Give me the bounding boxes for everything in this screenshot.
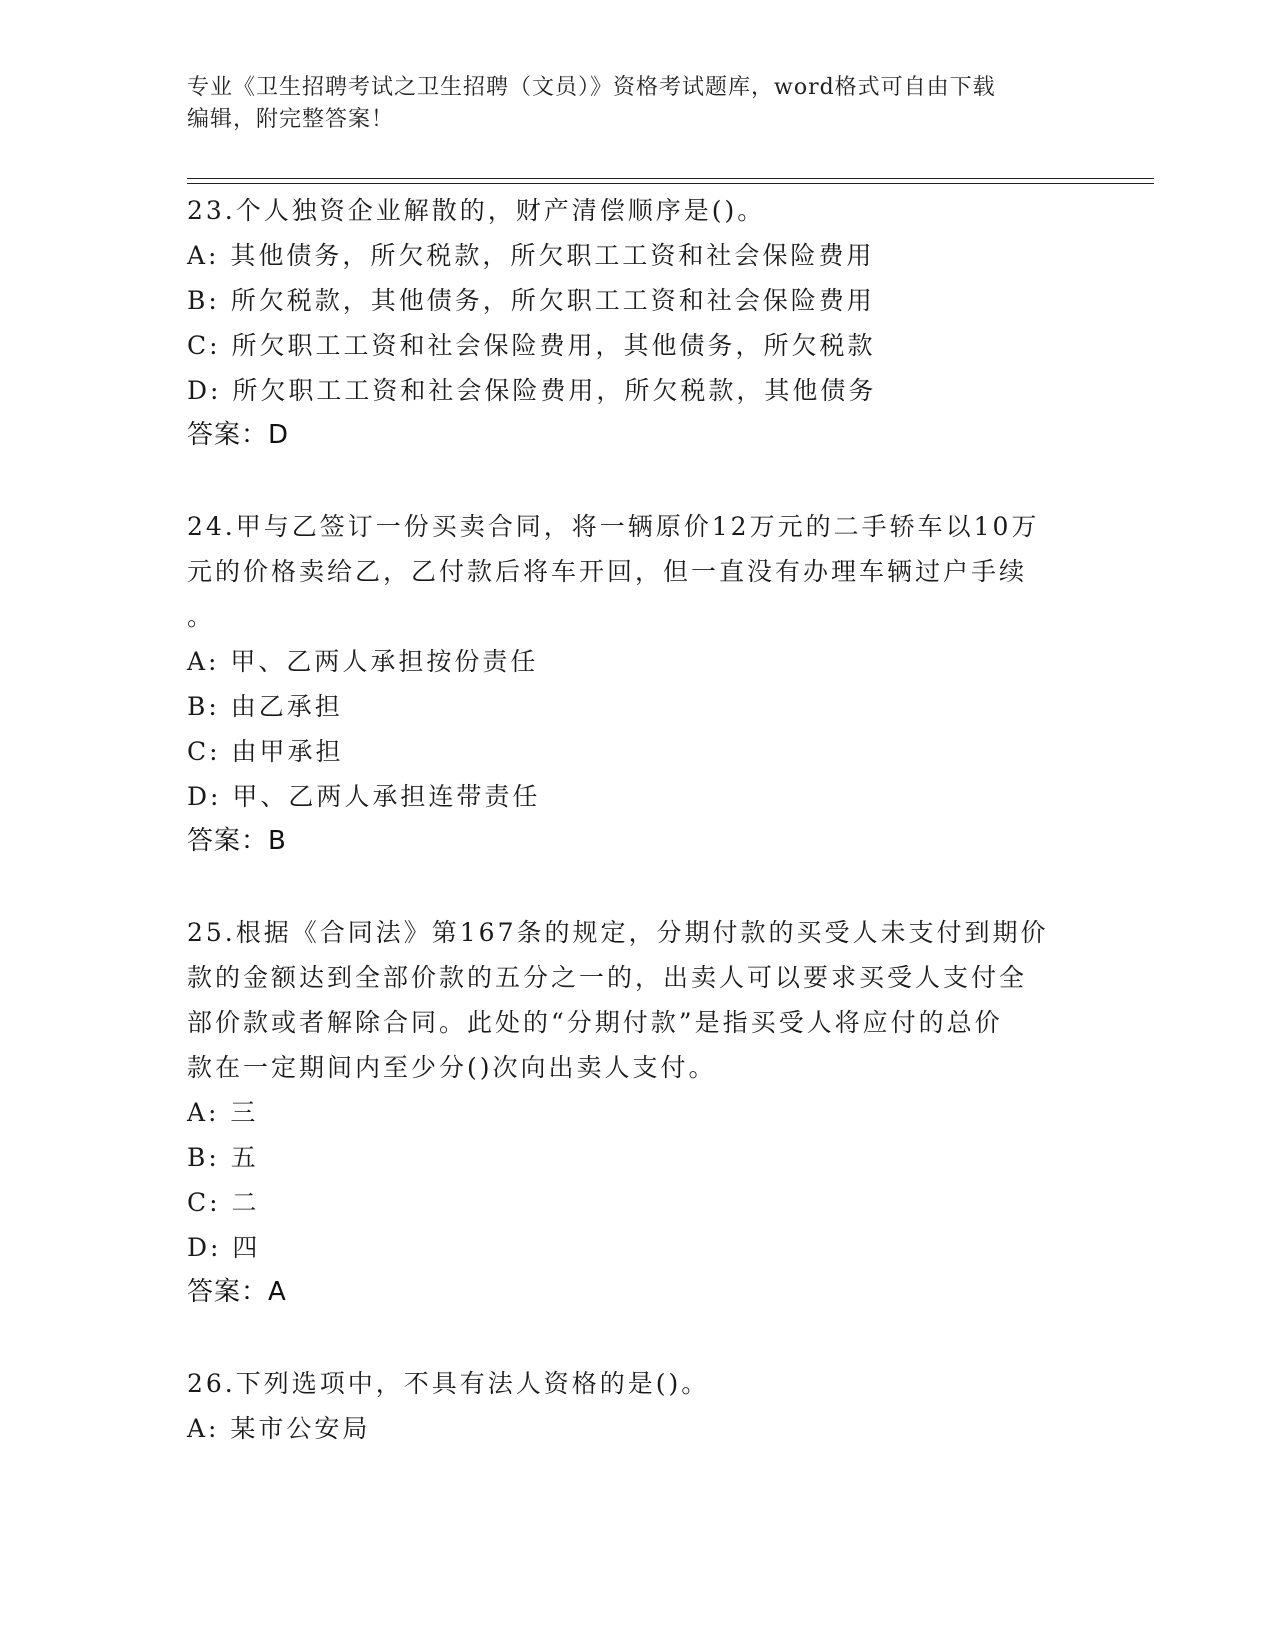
header-line-1: 专业《卫生招聘考试之卫生招聘（文员）》资格考试题库，word格式可自由下载 [187, 75, 996, 100]
question-spacer [187, 864, 1087, 910]
answer: 答案：A [187, 1277, 287, 1307]
question-stem: 26.下列选项中，不具有法人资格的是()。 [187, 1369, 710, 1398]
question-spacer [187, 458, 1087, 504]
question-list [187, 188, 1087, 1451]
question-spacer [187, 1315, 1087, 1361]
header-line-2: 编辑，附完整答案！ [187, 107, 395, 132]
option-b: B: 由乙承担 [187, 692, 343, 721]
question-26 [187, 1361, 1087, 1451]
question-stem-line-3: 部价款或者解除合同。此处的“分期付款”是指买受人将应付的总价 [187, 1008, 1003, 1037]
question-stem-line-2: 元的价格卖给乙，乙付款后将车开回，但一直没有办理车辆过户手续 [187, 557, 1028, 586]
question-23 [187, 188, 1087, 458]
option-c: C: 由甲承担 [187, 737, 344, 766]
option-b: B: 所欠税款，其他债务，所欠职工工资和社会保险费用 [187, 286, 875, 315]
question-stem-line-4: 款在一定期间内至少分()次向出卖人支付。 [187, 1053, 717, 1082]
page-header [187, 72, 1067, 136]
question-24 [187, 504, 1087, 864]
option-d: D: 四 [187, 1233, 261, 1262]
option-d: D: 甲、乙两人承担连带责任 [187, 782, 541, 811]
option-b: B: 五 [187, 1143, 259, 1172]
option-a: A: 某市公安局 [187, 1414, 371, 1443]
answer: 答案：B [187, 826, 287, 856]
question-25 [187, 910, 1087, 1315]
question-stem-line-2: 款的金额达到全部价款的五分之一的，出卖人可以要求买受人支付全 [187, 963, 1028, 992]
question-stem-line-1: 24.甲与乙签订一份买卖合同，将一辆原价12万元的二手轿车以10万 [187, 512, 1040, 541]
option-a: A: 其他债务，所欠税款，所欠职工工资和社会保险费用 [187, 241, 875, 270]
answer: 答案：D [187, 420, 290, 450]
question-stem-line-1: 25.根据《合同法》第167条的规定，分期付款的买受人未支付到期价 [187, 918, 1049, 947]
option-c: C: 二 [187, 1188, 260, 1217]
option-a: A: 甲、乙两人承担按份责任 [187, 647, 539, 676]
question-stem: 23.个人独资企业解散的，财产清偿顺序是()。 [187, 196, 766, 225]
option-c: C: 所欠职工工资和社会保险费用，其他债务，所欠税款 [187, 331, 876, 360]
option-d: D: 所欠职工工资和社会保险费用，所欠税款，其他债务 [187, 376, 877, 405]
option-a: A: 三 [187, 1098, 259, 1127]
header-divider [187, 178, 1154, 184]
question-stem-line-3: 。 [187, 602, 216, 631]
